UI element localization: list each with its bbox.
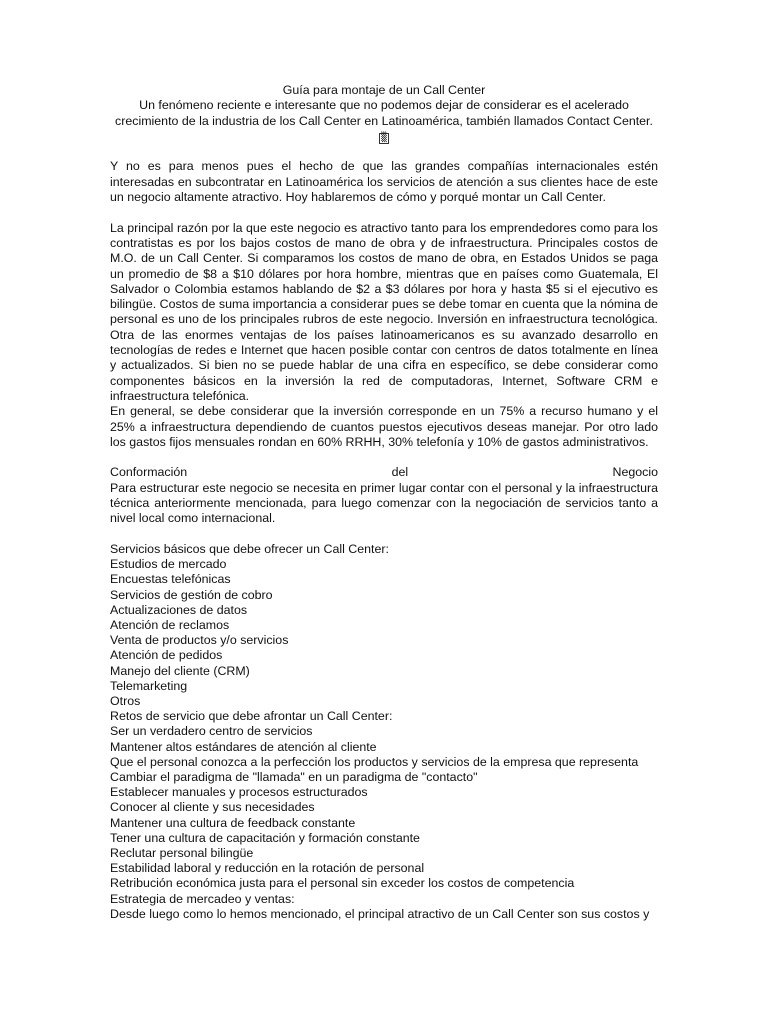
- list-item: Actualizaciones de datos: [110, 602, 248, 617]
- list-item: Mantener una cultura de feedback constante: [110, 815, 356, 830]
- document-title: Guía para montaje de un Call Center: [282, 83, 486, 97]
- list-item: Mantener altos estándares de atención al cliente: [110, 739, 377, 754]
- paragraph-costs: La principal razón por la que este negocio es atractivo tanto para los emprendedores como para los contratistas es por los bajos costos de mano de obra y de infraestructura. Principales costos de M.O. de un Call Center. Si comparamos los costos de mano de obra, en Estados Unidos se paga un promedio de $8 a $10 dólares por hora hombre, mientras que en países como Guatemala, El Salvador o Colombia estamos hablando de $2 a $3 dólares por hora y hasta $5 si el ejecutivo es bilingüe. Costos de suma importancia a considerar pues se debe tomar en cuenta que la nómina de personal es uno de los principales rubros de este negocio. Inversión en infraestructura tecnológica. Otra de las enormes ventajas de los países latinoamericanos es su avanzado desarrollo en tecnologías de redes e Internet que hacen posible contar con centros de datos totalmente en línea y actualizados. Si bien no se puede hablar de una cifra en específico, se debe considerar como componentes básicos en la inversión la red de computadoras, Internet, Software CRM e infraestructura telefónica.: [110, 220, 658, 403]
- list-item: Estudios de mercado: [110, 557, 227, 572]
- list-item: Ser un verdadero centro de servicios: [110, 724, 313, 739]
- placeholder-glyph-icon: ▒: [381, 132, 387, 143]
- list-item: Servicios de gestión de cobro: [110, 587, 273, 602]
- list-item: Cambiar el paradigma de "llamada" en un paradigma de "contacto": [110, 769, 478, 784]
- list-item: Atención de reclamos: [110, 617, 230, 632]
- list-item: Atención de pedidos: [110, 648, 223, 663]
- strategy-heading: Estrategia de mercadeo y ventas:: [110, 891, 295, 906]
- header-block: [110, 83, 658, 144]
- list-item: Manejo del cliente (CRM): [110, 663, 250, 678]
- paragraph-investment: En general, se debe considerar que la inversión corresponde en un 75% a recurso humano y el 25% a infraestructura dependiendo de cuantos puestos ejecutivos deseas manejar. Por otro lado los gastos fijos mensuales rondan en 60% RRHH, 30% telefonía y 10% de gastos administrativos.: [110, 404, 658, 449]
- paragraph-intro: Y no es para menos pues el hecho de que las grandes compañías internacionales estén interesadas en subcontratar en Latinoamérica los servicios de atención a sus clientes hace de este un negocio altamente atractivo. Hoy hablaremos de cómo y porqué montar un Call Center.: [110, 159, 658, 205]
- strategy-text: Desde luego como lo hemos mencionado, el principal atractivo de un Call Center son sus costos y: [110, 906, 650, 921]
- section-heading-conformacion: [110, 465, 658, 480]
- services-heading: Servicios básicos que debe ofrecer un Call Center:: [110, 541, 389, 556]
- paragraph-structure: Para estructurar este negocio se necesita en primer lugar contar con el personal y la infraestructura técnica anteriormente mencionada, para luego comenzar con la negociación de servicios tanto a nivel local como internacional.: [110, 480, 658, 526]
- list-item: Otros: [110, 693, 141, 708]
- challenges-list: [110, 724, 658, 891]
- intro-line-2: crecimiento de la industria de los Call Center en Latinoamérica, también llamados Contact Center.: [115, 113, 653, 128]
- list-item: Reclutar personal bilingüe: [110, 845, 254, 860]
- list-item: Conocer al cliente y sus necesidades: [110, 800, 315, 815]
- list-item: Encuestas telefónicas: [110, 572, 231, 587]
- list-item: Que el personal conozca a la perfección los productos y servicios de la empresa que representa: [110, 754, 639, 769]
- list-item: Estabilidad laboral y reducción en la rotación de personal: [110, 861, 425, 876]
- list-item: Establecer manuales y procesos estructurados: [110, 785, 368, 800]
- heading-word-2: del: [391, 465, 409, 480]
- list-item: Telemarketing: [110, 678, 188, 693]
- services-list: [110, 557, 658, 709]
- challenges-heading: Retos de servicio que debe afrontar un Call Center:: [110, 709, 393, 724]
- list-item: Retribución económica justa para el personal sin exceder los costos de competencia: [110, 876, 575, 891]
- list-item: Venta de productos y/o servicios: [110, 633, 289, 648]
- heading-word-1: Conformación: [110, 465, 188, 480]
- heading-word-3: Negocio: [612, 465, 658, 480]
- list-item: Tener una cultura de capacitación y formación constante: [110, 830, 420, 845]
- intro-line-1: Un fenómeno reciente e interesante que no podemos dejar de considerar es el acelerado: [139, 98, 629, 113]
